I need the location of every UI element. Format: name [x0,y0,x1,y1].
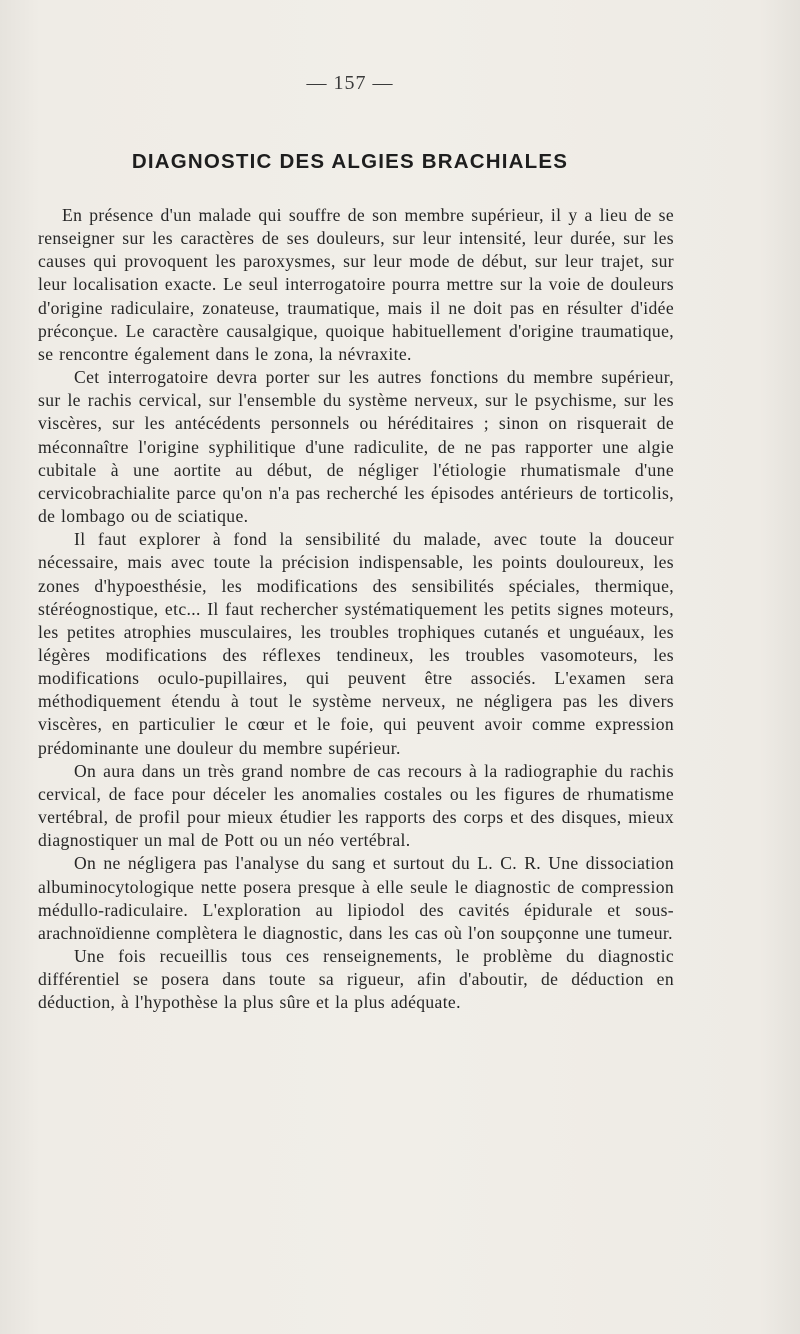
page-number: — 157 — [306,72,394,94]
body-text [38,204,674,1014]
paragraph-2: Cet interrogatoire devra porter sur les autres fonctions du membre supérieur, sur le rachis cervical, sur l'ensemble du système nerveux, sur le psychisme, sur les viscères, sur les antécédents personnels ou héréditaires ; sinon on risquerait de méconnaître l'origine syphilitique d'une radiculite, de ne pas rapporter une algie cubitale à une aortite au début, de négliger l'étiologie rhumatismale d'une cervicobrachialite parce qu'on n'a pas recherché les épisodes antérieurs de torticolis, de lombago ou de sciatique. [38,367,674,527]
paragraph-1: En présence d'un malade qui souffre de son membre supérieur, il y a lieu de se renseigner sur les caractères de ses douleurs, sur leur intensité, leur durée, sur les causes qui provoquent les paroxysmes, sur leur mode de début, sur leur trajet, sur leur localisation exacte. Le seul interrogatoire pourra mettre sur la voie de douleurs d'origine radiculaire, zonateuse, traumatique, mais il ne doit pas en résulter d'idée préconçue. Le caractère causalgique, quoique habituellement d'origine traumatique, se rencontre également dans le zona, la névraxite. [38,205,674,364]
chapter-title: DIAGNOSTIC DES ALGIES BRACHIALES [131,150,569,173]
paragraph-5: On ne négligera pas l'analyse du sang et surtout du L. C. R. Une dissociation albuminocytologique nette posera presque à elle seule le diagnostic de compression médullo-radiculaire. L'exploration au lipiodol des cavités épidurale et sous-arachnoïdienne complètera le diagnostic, dans les cas où l'on soupçonne une tumeur. [38,853,674,943]
paragraph-3: Il faut explorer à fond la sensibilité du malade, avec toute la douceur nécessaire, mais avec toute la précision indispensable, les points douloureux, les zones d'hypoesthésie, les modifications des sensibilités spéciales, thermique, stéréognostique, etc... Il faut rechercher systématiquement les petits signes moteurs, les petites atrophies musculaires, les troubles trophiques cutanés et unguéaux, les légères modifications des réflexes tendineux, les troubles vasomoteurs, les modifications oculo-pupillaires, qui peuvent être associés. L'examen sera méthodiquement étendu à tout le système nerveux, ne négligera pas les divers viscères, en particulier le cœur et le foie, qui peuvent avoir comme expression prédominante une douleur du membre supérieur. [38,529,674,758]
paragraph-4: On aura dans un très grand nombre de cas recours à la radiographie du rachis cervical, de face pour déceler les anomalies costales ou les figures de rhumatisme vertébral, de profil pour mieux étudier les rapports des corps et des disques, mieux diagnostiquer un mal de Pott ou un néo vertébral. [38,760,674,851]
paragraph-6: Une fois recueillis tous ces renseignements, le problème du diagnostic différentiel se posera dans toute sa rigueur, afin d'aboutir, de déduction en déduction, à l'hypothèse la plus sûre et la plus adéquate. [38,946,674,1013]
